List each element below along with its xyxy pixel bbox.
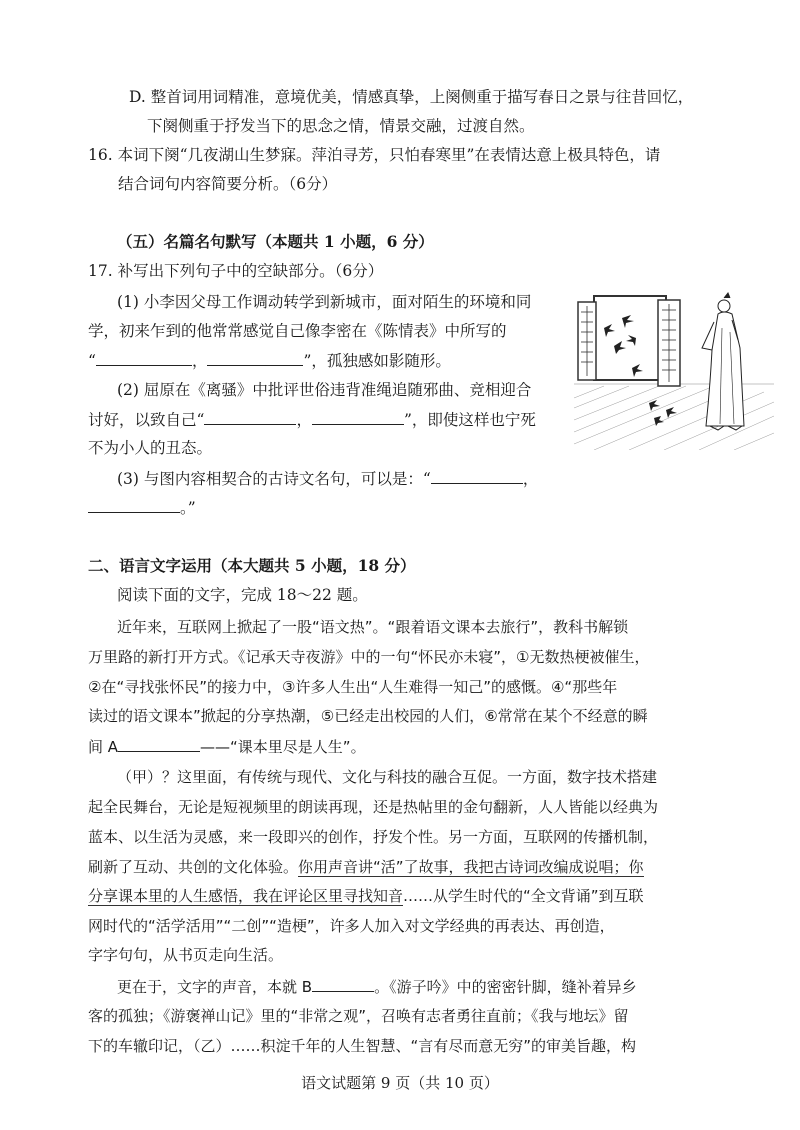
p1-line3: ②在“寻找张怀民”的接力中，③许多人生出“人生难得一知己”的感慨。④“那些年 bbox=[88, 678, 618, 696]
q17-item1-line3 bbox=[88, 349, 451, 372]
q17-item2-line2 bbox=[88, 408, 536, 431]
q16-line2: 结合词句内容简要分析。（6分） bbox=[118, 175, 338, 193]
p3-line1-head: 更在于，文字的声音，本就 B bbox=[117, 978, 313, 996]
q17-blank-4[interactable] bbox=[312, 408, 404, 425]
scholar-figure bbox=[702, 293, 744, 430]
part2-instruction: 阅读下面的文字，完成 18～22 题。 bbox=[117, 586, 368, 604]
p1-line4: 读过的语文课本”掀起的分享热潮，⑤已经走出校园的人们，⑥常常在某个不经意的瞬 bbox=[88, 707, 648, 725]
p2-line6: 网时代的“活学活用”“二创”“造梗”，许多人加入对文学经典的再表达、再创造， bbox=[88, 917, 615, 935]
p2-line4-underlined: 你用声音讲“活”了故事，我把古诗词改编成说唱；你 bbox=[298, 858, 644, 876]
q17-item2-head: 讨好，以致自己“ bbox=[88, 411, 205, 429]
q17-item2-line1: (2) 屈原在《离骚》中批评世俗违背准绳追随邪曲、竞相迎合 bbox=[117, 381, 532, 399]
q17-item3-head: (3) 与图内容相契合的古诗文名句，可以是：“ bbox=[117, 470, 431, 488]
p3-line2: 客的孤独；《游褒禅山记》里的“非常之观”，召唤有志者勇往直前；《我与地坛》留 bbox=[88, 1007, 629, 1025]
p2-line4-head: 刷新了互动、共创的文化体验。 bbox=[88, 858, 299, 876]
p1-line2: 万里路的新打开方式。《记承天寺夜游》中的一句“怀民亦未寝”，①无数热梗被催生， bbox=[88, 648, 650, 666]
p2-line5-tail: ……从学生时代的“全文背诵”到互联 bbox=[403, 887, 644, 905]
q17-item1-tail: ”，孤独感如影随形。 bbox=[303, 352, 451, 370]
p2-line7: 字字句句，从书页走向生活。 bbox=[88, 946, 284, 964]
p2-line2: 起全民舞台，无论是短视频里的朗读再现，还是热帖里的金句翻新，人人皆能以经典为 bbox=[88, 798, 659, 816]
p2-line3: 蓝本、以生活为灵感，来一段即兴的创作，抒发个性。另一方面，互联网的传播机制， bbox=[88, 828, 659, 846]
p3-line1 bbox=[117, 975, 637, 998]
q17-item3-tail: 。” bbox=[180, 499, 196, 517]
p2-line4 bbox=[88, 856, 644, 878]
q17-blank-2[interactable] bbox=[207, 349, 303, 366]
p1-line5-head: 间 A bbox=[88, 738, 119, 756]
section5-title: （五）名篇名句默写（本题共 1 小题，6 分） bbox=[117, 232, 434, 251]
q16-line1: 16. 本词下阕“几夜湖山生梦寐。萍泊寻芳，只怕春寒里”在表情达意上极具特色，请 bbox=[88, 146, 661, 164]
q17-item1-quote-open: “ bbox=[88, 352, 96, 370]
q17-item1-line2: 学，初来乍到的他常常感觉自己像李密在《陈情表》中所写的 bbox=[88, 322, 507, 340]
p2-line5-underlined: 分享课本里的人生感悟，我在评论区里寻找知音 bbox=[88, 887, 404, 905]
illustration-scholar-swallows bbox=[574, 288, 774, 450]
q17-item1-sep: ， bbox=[191, 352, 208, 370]
blank-a[interactable] bbox=[118, 735, 200, 752]
p1-line1: 近年来，互联网上掀起了一股“语文热”。“跟着语文课本去旅行”，教科书解锁 bbox=[117, 618, 629, 636]
p2-line1: （甲）？这里面，有传统与现代、文化与科技的融合互促。一方面，数字技术搭建 bbox=[117, 768, 658, 786]
p1-line5 bbox=[88, 735, 366, 758]
p3-line1-tail: 。《游子吟》中的密密针脚，缝补着异乡 bbox=[374, 978, 637, 996]
p2-line5 bbox=[88, 885, 644, 907]
q17-item3-line2 bbox=[88, 496, 196, 519]
q17-item2-tail: ”，即使这样也宁死 bbox=[403, 411, 536, 429]
q17-blank-6[interactable] bbox=[88, 496, 180, 513]
q15-option-d-line1: D. 整首词用词精准，意境优美，情感真挚，上阕侧重于描写春日之景与往昔回忆， bbox=[129, 88, 694, 106]
q17-intro: 17. 补写出下列句子中的空缺部分。（6分） bbox=[88, 262, 384, 280]
part2-title: 二、语言文字运用（本大题共 5 小题，18 分） bbox=[88, 556, 416, 575]
blank-b[interactable] bbox=[312, 975, 374, 992]
q15-option-d-line2: 下阕侧重于抒发当下的思念之情，情景交融，过渡自然。 bbox=[147, 117, 535, 135]
q17-blank-5[interactable] bbox=[431, 467, 523, 484]
p3-line3: 下的车辙印记，（乙）……积淀千年的人生智慧、“言有尽而意无穷”的审美旨趣，构 bbox=[88, 1037, 637, 1055]
q17-item3-comma: ， bbox=[522, 470, 539, 488]
q17-item1-line1: (1) 小李因父母工作调动转学到新城市，面对陌生的环境和同 bbox=[117, 293, 532, 311]
p1-line5-tail: ——“课本里尽是人生”。 bbox=[200, 738, 366, 756]
page-footer: 语文试题第 9 页（共 10 页） bbox=[301, 1074, 499, 1092]
q17-blank-1[interactable] bbox=[96, 349, 192, 366]
q17-item2-line3: 不为小人的丑态。 bbox=[88, 439, 213, 457]
q17-item3-line1 bbox=[117, 467, 538, 490]
q17-item2-sep: ， bbox=[296, 411, 312, 429]
q17-blank-3[interactable] bbox=[204, 408, 296, 425]
